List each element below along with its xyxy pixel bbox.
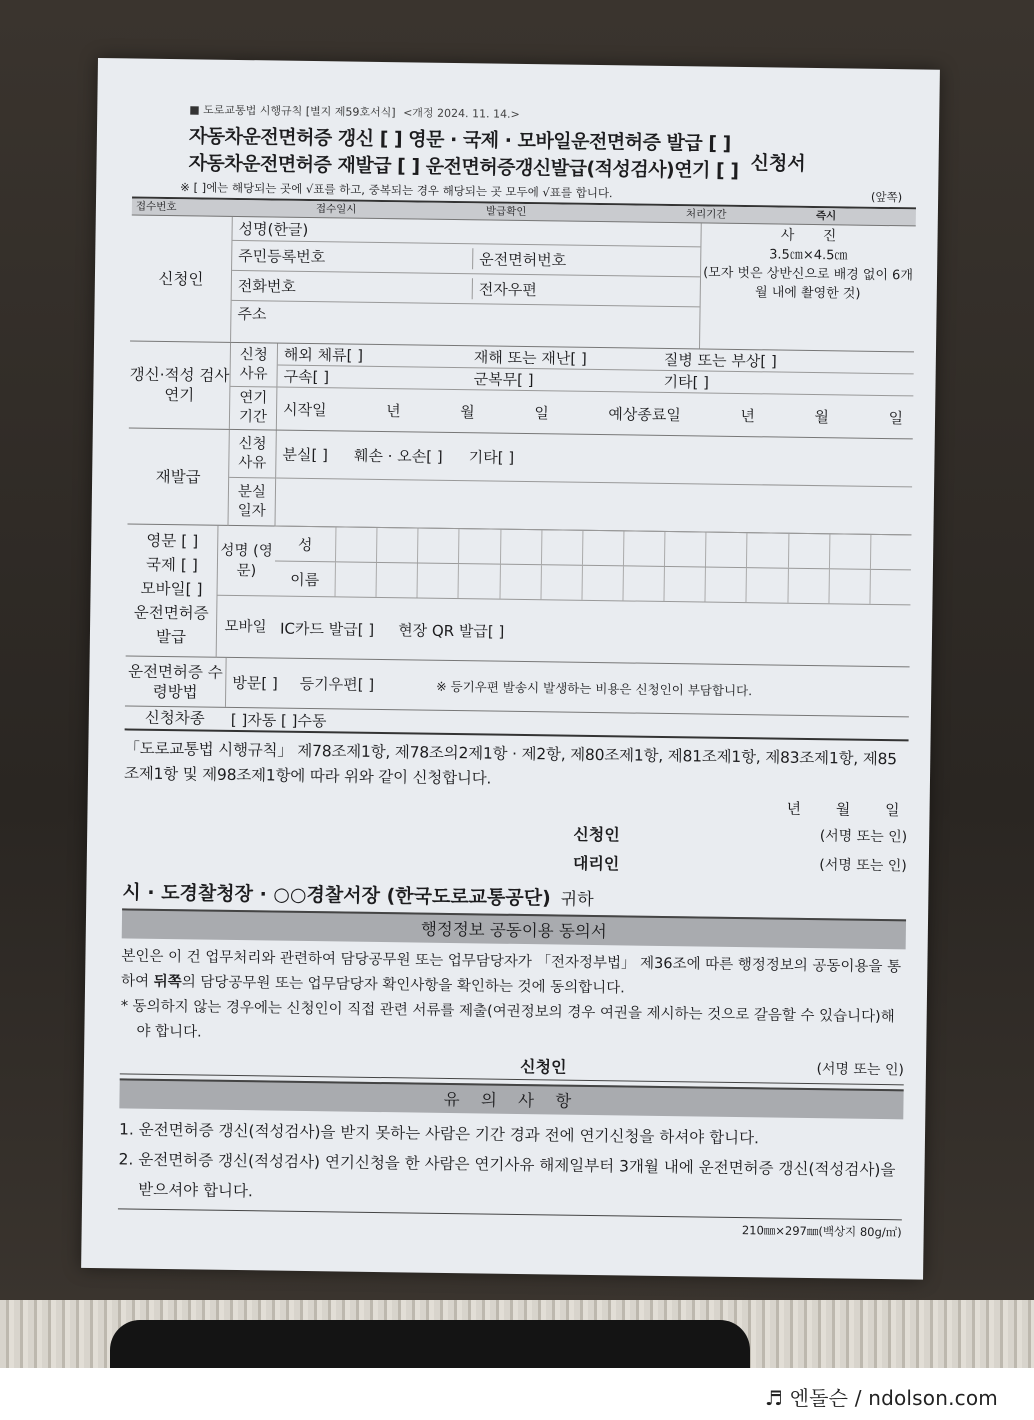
end-month: 월 — [814, 407, 830, 426]
photo-box — [700, 223, 916, 351]
reason-disaster-checkbox[interactable]: 재해 또는 재난[ ] — [473, 348, 587, 368]
end-date-label: 예상종료일 — [608, 404, 681, 424]
receipt-date-label: 접수일시 — [315, 203, 357, 216]
renewal-delay-section — [129, 341, 914, 439]
notice-item: 1. 운전면허증 갱신(적성검사)을 받지 못하는 사람은 기간 경과 전에 연기신청을 하셔야 합니다. — [118, 1120, 760, 1148]
processing-period-label: 처리기간 — [685, 208, 727, 221]
renewal-delay-label: 갱신·적성 검사 연기 — [129, 365, 230, 405]
applicant-sign-label: 신청인 — [573, 824, 620, 845]
receive-method-label: 운전면허증 수령방법 — [127, 661, 223, 701]
processing-period-value: 즉시 — [815, 210, 837, 223]
english-checkbox[interactable]: 영문 [ ] — [146, 531, 199, 551]
reason-military-checkbox[interactable]: 군복무[ ] — [473, 370, 534, 390]
reissue-lost-checkbox[interactable]: 분실[ ] — [282, 445, 329, 465]
consent-text-1: 본인은 이 건 업무처리와 관련하여 담당공무원 또는 업무담당자가 「전자정부법」 제36조에 따른 행정정보의 공동이용을 통하여 — [120, 948, 902, 990]
registered-mail-checkbox[interactable]: 등기우편[ ] — [299, 674, 375, 694]
notice-item: 2. 운전면허증 갱신(적성검사) 연기신청을 한 사람은 연기사유 해제일부터 3개월 내에 운전면허증 갱신(적성검사)을 받으셔야 합니다. — [118, 1150, 896, 1201]
name-field[interactable]: 성명(한글) — [232, 217, 700, 248]
application-date[interactable]: 년 월 일 — [786, 799, 900, 820]
reissue-other-checkbox[interactable]: 기타[ ] — [468, 448, 515, 467]
resident-no-field[interactable]: 주민등록번호 — [238, 246, 326, 267]
start-day: 일 — [534, 403, 549, 422]
check-note: ※ [ ]에는 해당되는 곳에 √표를 하고, 중복되는 경우 해당되는 곳 모두에 √표를 합니다. — [180, 180, 613, 201]
consent-body — [120, 944, 905, 1055]
reissue-reason-label: 신청 사유 — [229, 430, 276, 479]
reason-overseas-checkbox[interactable]: 해외 체류[ ] — [283, 345, 364, 365]
reason-detention-checkbox[interactable]: 구속[ ] — [283, 367, 330, 387]
lost-date-label: 분실 일자 — [237, 483, 267, 520]
agent-signature[interactable]: (서명 또는 인) — [819, 857, 907, 875]
photo-title: 사 진 — [780, 227, 849, 245]
form-ref-text: ■ 도로교통법 시행규칙 [별지 제59호서식] — [189, 103, 396, 120]
intl-label — [126, 524, 218, 657]
amend-date: <개정 2024. 11. 14.> — [403, 106, 520, 121]
ic-card-checkbox[interactable]: IC카드 발급[ ] — [279, 619, 375, 639]
consent-text-2: 의 담당공무원 또는 업무담당자 확인사항을 확인하는 것에 동의합니다. — [181, 974, 625, 997]
applicant-signature[interactable]: (서명 또는 인) — [819, 828, 908, 846]
reissue-damaged-checkbox[interactable]: 훼손 · 오손[ ] — [353, 446, 443, 466]
start-month: 월 — [460, 402, 475, 421]
photo-size: 3.5㎝×4.5㎝ — [769, 247, 848, 264]
start-date-label: 시작일 — [282, 400, 327, 419]
given-name-label: 이름 — [290, 570, 320, 589]
mail-cost-note: ※ 등기우편 발송시 발생하는 비용은 신청인이 부담합니다. — [436, 678, 753, 698]
international-checkbox[interactable]: 국제 [ ] — [145, 555, 199, 575]
applicant-section — [130, 215, 916, 352]
english-name-label: 성명 (영문) — [218, 526, 276, 597]
consent-note: * 동의하지 않는 경우에는 신청인이 직접 관련 서류를 제출(여권정보의 경우 여권을 제시하는 것으로 갈음할 수 있습니다)해야 합니다. — [120, 998, 895, 1041]
consent-text-bold: 뒤쪽 — [153, 973, 182, 991]
intl-label-issue: 발급 — [155, 627, 187, 647]
applicant-label: 신청인 — [158, 269, 204, 288]
page-side: (앞쪽) — [870, 189, 903, 205]
end-year: 년 — [740, 406, 756, 425]
title-line-1: 자동차운전면허증 갱신 [ ] 영문 · 국제 · 모바일운전면허증 발급 [ ] — [188, 125, 731, 155]
mobile-label: 모바일 — [224, 618, 267, 636]
application-form-paper — [81, 58, 940, 1280]
reason-illness-checkbox[interactable]: 질병 또는 부상[ ] — [663, 350, 777, 371]
receipt-no-label: 접수번호 — [135, 200, 177, 214]
agent-sign-row — [123, 844, 907, 878]
delay-period-label: 연기 기간 — [238, 390, 268, 426]
intl-license-section — [126, 524, 912, 667]
addressee-name: 시 · 도경찰청장 · ○○경찰서장 (한국도로교통공단) — [122, 881, 551, 910]
intl-label-license: 운전면허증 — [133, 603, 209, 623]
title-line-2: 자동차운전면허증 재발급 [ ] 운전면허증갱신발급(적성검사)연기 [ ] — [188, 152, 739, 182]
title-suffix: 신청서 — [750, 151, 806, 175]
surname-label: 성 — [297, 535, 313, 554]
form-table — [125, 196, 916, 741]
reissue-section — [127, 428, 912, 535]
end-day: 일 — [888, 408, 904, 427]
notices-list — [118, 1114, 903, 1220]
legal-basis-text: 「도로교통법 시행규칙」 제78조제1항, 제78조의2제1항 · 제2항, 제80조제1항, 제81조제1항, 제83조제1항, 제85조제1항 및 제98조제1항에 따라 위와 같이 신청합니다. — [123, 739, 898, 788]
delay-period-row[interactable] — [277, 388, 914, 439]
applicant-sign-row — [123, 815, 907, 849]
form-reference — [189, 101, 917, 127]
paper-size-note: 210㎜×297㎜(백상지 80g/㎡) — [741, 1223, 902, 1240]
watermark: ♬ 엔돌슨 / ndolson.com — [764, 1386, 998, 1410]
agent-sign-label: 대리인 — [572, 853, 620, 874]
consent-title: 행정정보 공동이용 동의서 — [122, 908, 906, 949]
license-no-field[interactable]: 운전면허번호 — [472, 248, 700, 272]
issue-check-label: 발급확인 — [485, 205, 527, 218]
address-field[interactable]: 주소 — [237, 304, 267, 324]
consent-signature[interactable]: (서명 또는 인) — [816, 1061, 905, 1079]
delay-reason-label: 신청 사유 — [230, 343, 277, 388]
reason-other-checkbox[interactable]: 기타[ ] — [663, 372, 710, 392]
notices-title: 유 의 사 항 — [119, 1078, 903, 1119]
transmission-checkboxes[interactable]: [ ]자동 [ ]수동 — [230, 710, 327, 730]
form-title — [188, 123, 917, 187]
reissue-label: 재발급 — [155, 467, 201, 487]
vehicle-kind-label: 신청차종 — [144, 708, 205, 728]
mobile-checkbox[interactable]: 모바일[ ] — [140, 579, 203, 599]
consent-applicant-label: 신청인 — [519, 1056, 567, 1077]
mobile-options-row — [274, 597, 911, 668]
email-field[interactable]: 전자우편 — [472, 278, 700, 302]
honorific: 귀하 — [560, 889, 594, 911]
visit-checkbox[interactable]: 방문[ ] — [232, 673, 278, 693]
start-year: 년 — [386, 401, 401, 420]
phone-field[interactable]: 전화번호 — [237, 276, 296, 296]
photo-desc: (모자 벗은 상반신으로 배경 없이 6개월 내에 촬영한 것) — [703, 265, 914, 302]
qr-issue-checkbox[interactable]: 현장 QR 발급[ ] — [398, 620, 505, 641]
